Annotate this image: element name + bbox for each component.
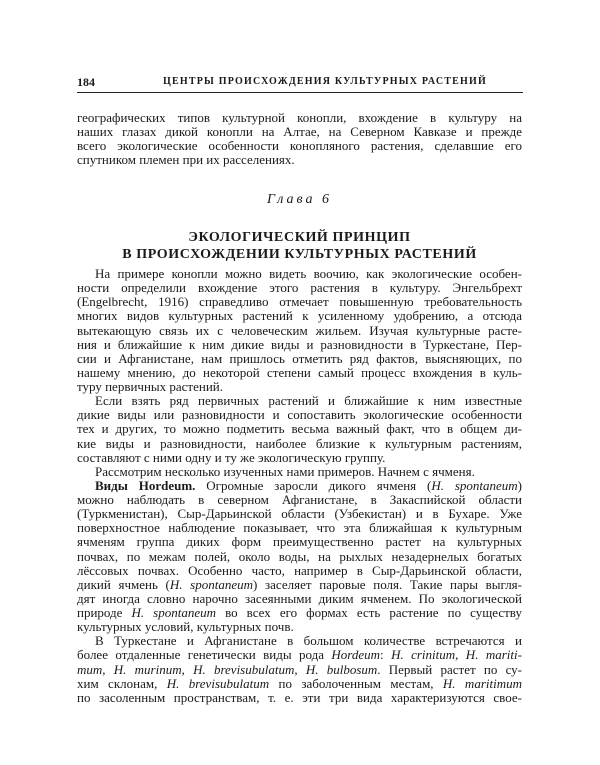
text-segment: тех и других, то можно подметить весьма важный факт, что в общем ди- xyxy=(77,421,522,437)
text-line xyxy=(77,535,522,549)
chapter-title xyxy=(77,230,522,263)
text-segment: наших глазах дикой конопли на Алтае, на Северном Кавказе и прежде xyxy=(77,124,522,140)
chapter-label: Глава 6 xyxy=(267,192,332,207)
italic-text: H. bulbosum xyxy=(305,661,378,677)
text-line xyxy=(77,125,522,139)
header-rule xyxy=(77,92,523,93)
text-segment: (Туркменистан), Сыр-Дарьинской области (Узбекистан) и в Бухаре. Уже xyxy=(77,506,522,522)
text-segment: дикий ячмень ( xyxy=(77,576,170,592)
text-segment: всего экологические особенности конопляного растения, сделавшие его xyxy=(77,138,522,154)
italic-text: mum xyxy=(77,661,103,677)
text-segment: В Туркестане и Афганистане в большом количестве встречаются и xyxy=(95,633,522,649)
italic-text: H. brevisubulatum xyxy=(193,661,295,677)
text-line xyxy=(77,394,522,408)
italic-text: H. maritimum xyxy=(442,675,522,691)
italic-text: H. murinum xyxy=(113,661,182,677)
text-line xyxy=(77,564,522,578)
text-segment: можно наблюдать в северном Афганистане, в Закаспийской области xyxy=(77,492,522,507)
chapter-title-line: ЭКОЛОГИЧЕСКИЙ ПРИНЦИП xyxy=(188,230,411,245)
text-segment: На примере конопли можно видеть воочию, как экологические особен- xyxy=(95,266,522,281)
text-segment: культурных условий, культурных почв. xyxy=(77,619,294,635)
text-segment: Рассмотрим несколько изученных нами примеров. Начнем с ячменя. xyxy=(95,463,475,479)
text-segment: ния и ближайшие к ним дикие виды и разновидности в Туркестане, Пер- xyxy=(77,336,522,352)
text-line xyxy=(77,380,522,394)
text-segment: сии и Афганистане, нам пришлось отметить ряд фактов, выясняющих, по xyxy=(77,350,522,366)
text-segment: . Первый растет по су- xyxy=(377,661,523,677)
text-line xyxy=(77,606,522,620)
text-line xyxy=(77,550,522,564)
text-line xyxy=(77,324,522,338)
text-segment: туру первичных растений. xyxy=(77,379,224,394)
text-line xyxy=(77,578,522,592)
italic-text: H. crinitum, H. mariti- xyxy=(391,647,522,663)
text-segment: во всех его формах есть растение по существу xyxy=(216,605,522,620)
text-line xyxy=(77,338,522,352)
text-line xyxy=(77,521,522,535)
text-segment: спутником племен при их расселениях. xyxy=(77,152,295,168)
body-text xyxy=(77,267,522,705)
italic-text: H. spontaneum xyxy=(431,477,518,493)
text-line xyxy=(77,677,522,691)
text-segment: ) xyxy=(517,477,523,493)
text-line xyxy=(77,691,522,705)
text-segment: географических типов культурной конопли, вхождение в культуру на xyxy=(77,110,522,125)
text-line xyxy=(77,422,522,436)
text-line xyxy=(77,139,522,153)
text-line xyxy=(77,648,522,662)
text-line xyxy=(77,352,522,366)
text-segment: по засоленным пространствам, т. е. эти три вида характеризуются свое- xyxy=(77,689,522,705)
text-segment: многих видов культурных растений к усиленному удобрению, а отсюда xyxy=(77,308,522,324)
text-segment: ) заселяет паровые поля. Такие пары выгля- xyxy=(253,576,522,592)
text-line xyxy=(77,295,522,309)
text-line xyxy=(77,153,522,167)
text-segment: ности определили вхождение этого растения в культуру. Энгельбрехт xyxy=(77,280,522,296)
text-line xyxy=(77,111,522,125)
text-segment: природе xyxy=(77,605,132,620)
text-segment: лёссовых почвах. Особенно часто, например в Сыр-Дарьинской области, xyxy=(77,562,522,578)
text-line xyxy=(77,281,522,295)
text-line xyxy=(77,309,522,323)
text-segment: дикие виды или разновидности и сопоставить экологические особенности xyxy=(77,407,522,423)
italic-text: H. brevisubulatum xyxy=(166,675,270,691)
text-segment: более отдаленные генетически виды рода xyxy=(77,647,332,663)
text-segment: ячменям группа диких форм преимущественно растет на культурных xyxy=(77,534,522,550)
text-segment: поверхностное наблюдение показывает, что эта ближайшая к культурным xyxy=(77,520,522,536)
text-line xyxy=(77,592,522,606)
text-line xyxy=(77,465,522,479)
text-segment: , xyxy=(294,661,306,677)
text-line xyxy=(77,620,522,634)
italic-text: H. spontaneum xyxy=(131,605,217,620)
italic-text: Hordeum xyxy=(331,647,381,663)
running-title: ЦЕНТРЫ ПРОИСХОЖДЕНИЯ КУЛЬТУРНЫХ РАСТЕНИЙ xyxy=(163,76,487,87)
text-segment: нашему мнению, до некоторой степени самый процесс вхождения в куль- xyxy=(77,364,522,380)
text-segment: Огромные заросли дикого ячменя ( xyxy=(195,477,432,493)
italic-text: H. spontaneum xyxy=(169,576,254,592)
text-line xyxy=(77,437,522,451)
text-line xyxy=(77,366,522,380)
chapter-title-line: В ПРОИСХОЖДЕНИИ КУЛЬТУРНЫХ РАСТЕНИЙ xyxy=(122,246,477,262)
text-segment: (Engelbrecht, 1916) справедливо отмечает повышенную требовательность xyxy=(77,294,522,310)
text-segment: почвах, по межам полей, около воды, на рыхлых незадернелых богатых xyxy=(77,548,522,564)
text-segment: , xyxy=(181,661,194,677)
bold-text: Виды Hordeum. xyxy=(95,477,196,493)
text-line xyxy=(77,451,522,465)
text-segment: : xyxy=(380,647,392,663)
text-line xyxy=(77,507,522,521)
text-segment: кие виды и разновидности, наиболее близкие к культурным растениям, xyxy=(77,435,522,451)
text-segment: , xyxy=(102,661,114,677)
text-line xyxy=(77,663,522,677)
text-line xyxy=(77,408,522,422)
text-segment: составляют с ними одну и ту же экологическую группу. xyxy=(77,449,386,465)
intro-paragraph xyxy=(77,111,522,168)
text-segment: по заболоченным местам, xyxy=(269,675,443,691)
text-line xyxy=(77,634,522,648)
page-number: 184 xyxy=(77,75,95,89)
text-line xyxy=(77,267,522,281)
text-segment: дят иногда словно нарочно засеянными диким ячменем. По экологической xyxy=(77,590,522,606)
text-line xyxy=(77,479,522,493)
text-line xyxy=(77,493,522,507)
text-segment: хим склонам, xyxy=(77,675,167,691)
text-segment: Если взять ряд первичных растений и ближайшие к ним известные xyxy=(95,393,522,409)
text-segment: вытекающую связь их с человеческим жильем. Изучая культурные расте- xyxy=(77,322,522,338)
